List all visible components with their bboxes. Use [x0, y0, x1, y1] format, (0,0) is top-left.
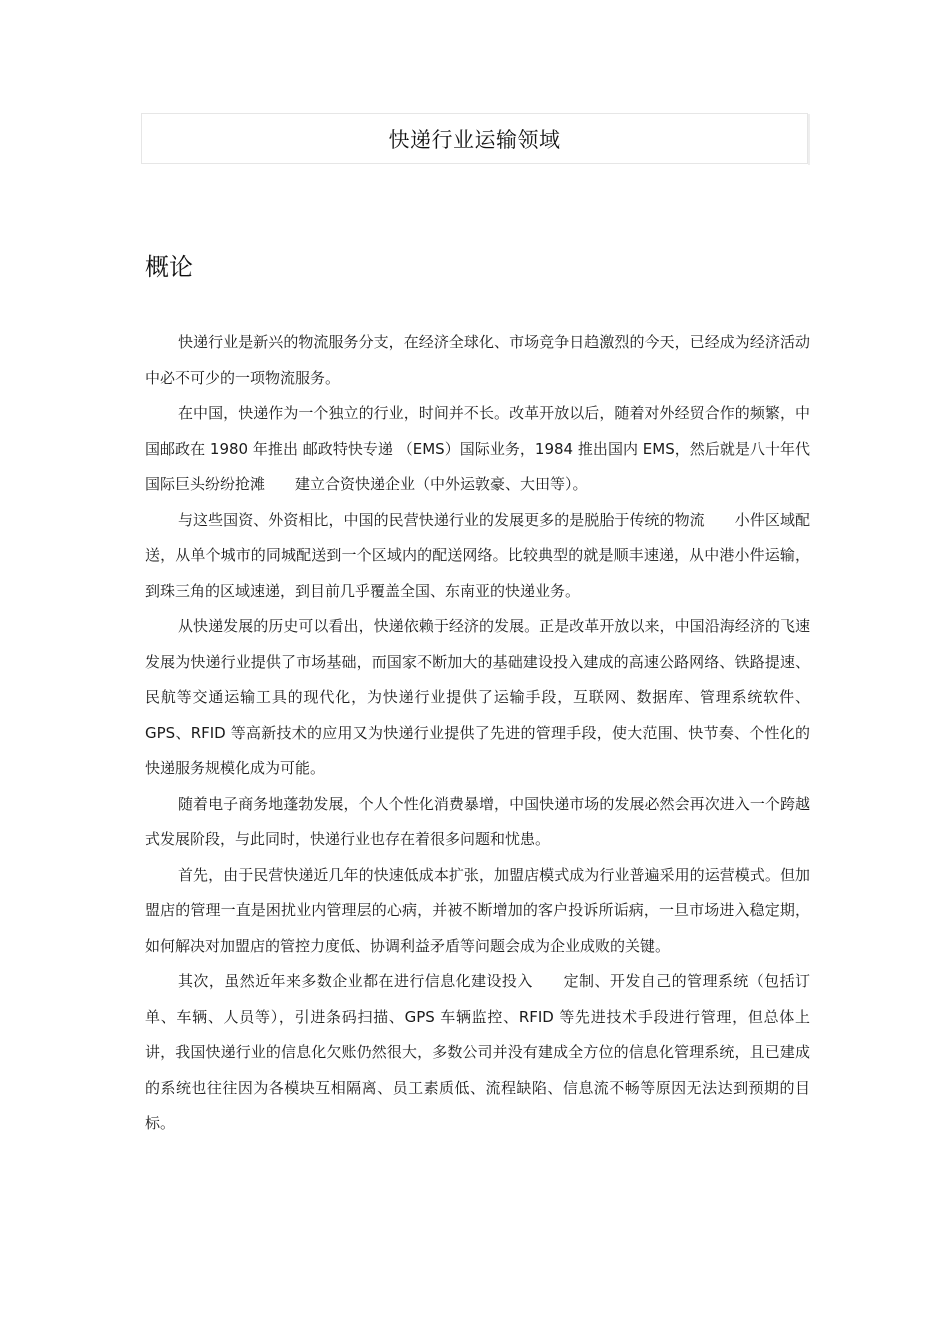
document-title: 快递行业运输领域 [388, 127, 561, 152]
paragraph-4: 从快递发展的历史可以看出，快递依赖于经济的发展。正是改革开放以来，中国沿海经济的飞速发展为快递行业提供了市场基础，而国家不断加大的基础建设投入建成的高速公路网络、铁路提速、民航等交通运输工具的现代化，为快递行业提供了运输手段，互联网、数据库、管理系统软件、GPS、RFID 等高新技术的应用又为快递行业提供了先进的管理手段，使大范围、快节奏、个性化的快递服务规模化成为可能。 [145, 617, 810, 777]
section-heading: 概论 [145, 253, 193, 281]
body-text [145, 325, 810, 1142]
paragraph-2: 在中国，快递作为一个独立的行业，时间并不长。改革开放以后，随着对外经贸合作的频繁，中国邮政在 1980 年推出 邮政特快专递 （EMS）国际业务，1984 推出国内 EMS，然后就是八十年代国际巨头纷纷抢滩 建立合资快递企业（中外运敦豪、大田等）。 [145, 404, 810, 493]
paragraph-6: 首先，由于民营快递近几年的快速低成本扩张，加盟店模式成为行业普遍采用的运营模式。但加盟店的管理一直是困扰业内管理层的心病，并被不断增加的客户投诉所诟病，一旦市场进入稳定期，如何解决对加盟店的管控力度低、协调利益矛盾等问题会成为企业成败的关键。 [145, 865, 810, 955]
paragraph-5: 随着电子商务地蓬勃发展，个人个性化消费暴增，中国快递市场的发展必然会再次进入一个跨越式发展阶段，与此同时，快递行业也存在着很多问题和忧患。 [145, 794, 810, 848]
paragraph-7: 其次，虽然近年来多数企业都在进行信息化建设投入 定制、开发自己的管理系统（包括订单、车辆、人员等），引进条码扫描、GPS 车辆监控、RFID 等先进技术手段进行管理，但总体上讲，我国快递行业的信息化欠账仍然很大，多数公司并没有建成全方位的信息化管理系统，且已建成的系统也往往因为各模块互相隔离、员工素质低、流程缺陷、信息流不畅等原因无法达到预期的目标。 [145, 972, 810, 1132]
title-box [141, 113, 808, 164]
paragraph-3: 与这些国资、外资相比，中国的民营快递行业的发展更多的是脱胎于传统的物流 小件区域配送，从单个城市的同城配送到一个区域内的配送网络。比较典型的就是顺丰速递，从中港小件运输，到珠三角的区域速递，到目前几乎覆盖全国、东南亚的快递业务。 [145, 510, 810, 600]
paragraph-1: 快递行业是新兴的物流服务分支，在经济全球化、市场竞争日趋激烈的今天，已经成为经济活动中必不可少的一项物流服务。 [145, 333, 810, 387]
